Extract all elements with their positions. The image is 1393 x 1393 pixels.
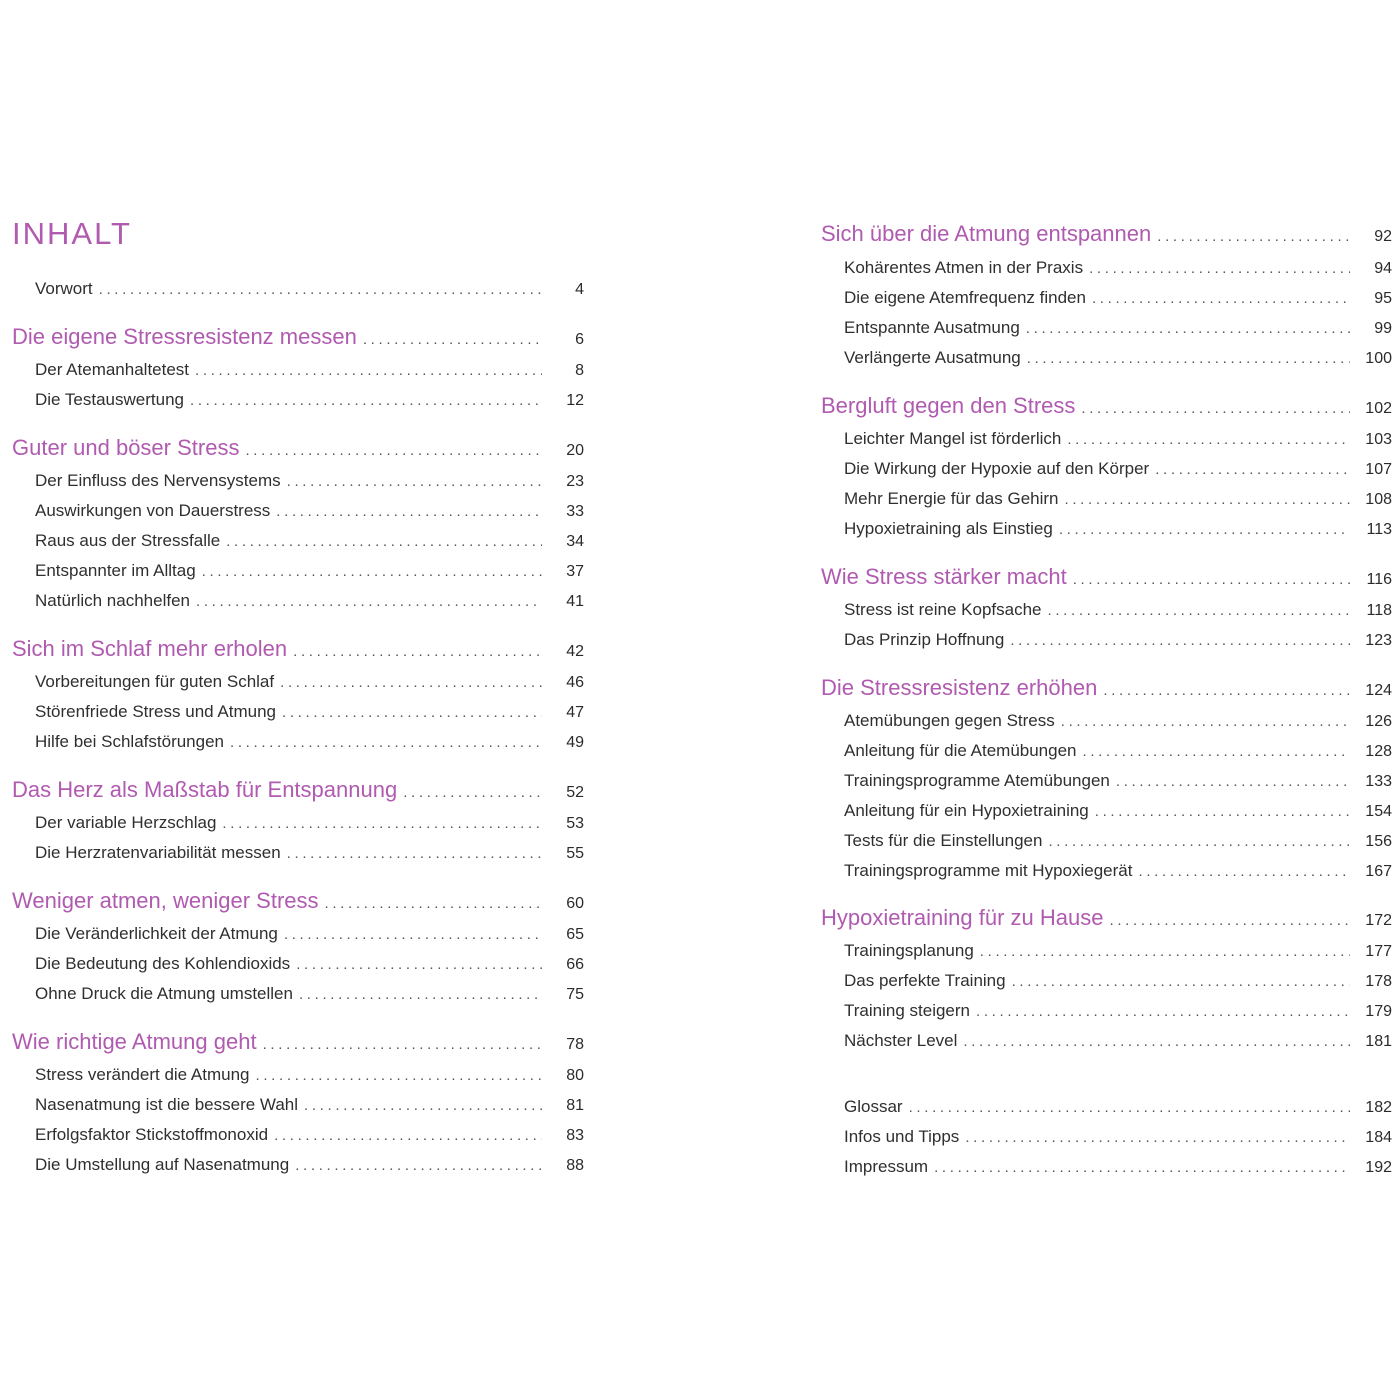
toc-page-number: 118 <box>1366 602 1392 619</box>
toc-leader-dots <box>1155 459 1350 481</box>
toc-entry-label: Sich über die Atmung entspannen <box>821 221 1152 246</box>
toc-entry-label: Infos und Tipps <box>844 1127 960 1146</box>
toc-entry-label: Natürlich nachhelfen <box>35 591 190 610</box>
toc-entry-label: Verlängerte Ausatmung <box>844 348 1021 367</box>
toc-entry-label: Impressum <box>844 1157 929 1176</box>
toc-leader-dots <box>1138 861 1350 883</box>
toc-entry-label: Vorwort <box>35 279 93 298</box>
toc-page-number: 42 <box>566 643 584 660</box>
toc-entry-extra[interactable] <box>844 1126 1392 1149</box>
toc-entry-label: Anleitung für die Atemübungen <box>844 741 1077 760</box>
toc-page-number: 103 <box>1365 431 1392 448</box>
toc-entry-label: Der Einfluss des Nervensystems <box>35 471 281 490</box>
toc-entry-label: Die Wirkung der Hypoxie auf den Körper <box>844 459 1150 478</box>
toc-page-number: 107 <box>1365 461 1392 478</box>
toc-leader-dots <box>1095 801 1350 823</box>
toc-page-number: 6 <box>575 331 584 348</box>
toc-page-number: 123 <box>1365 632 1392 649</box>
toc-leader-dots <box>963 1031 1350 1053</box>
toc-leader-dots <box>1157 223 1350 251</box>
toc-page-number: 178 <box>1365 973 1392 990</box>
toc-leader-dots <box>1061 711 1350 733</box>
toc-leader-dots <box>1073 566 1350 594</box>
toc-entry-label: Störenfriede Stress und Atmung <box>35 702 276 721</box>
toc-entry-section[interactable] <box>844 1000 1392 1023</box>
toc-page-number: 181 <box>1365 1033 1392 1050</box>
toc-entry-label: Der variable Herzschlag <box>35 813 217 832</box>
toc-page-number: 8 <box>575 362 584 379</box>
toc-page-number: 156 <box>1365 833 1392 850</box>
toc-page-number: 126 <box>1365 713 1392 730</box>
toc-entry-label: Die Testauswertung <box>35 390 184 409</box>
toc-entry-section[interactable] <box>844 287 1392 310</box>
toc-entry-section[interactable] <box>844 860 1392 883</box>
toc-entry-label: Hilfe bei Schlafstörungen <box>35 732 225 751</box>
toc-page-number: 23 <box>566 473 584 490</box>
toc-page-number: 179 <box>1365 1003 1392 1020</box>
toc-page-number: 100 <box>1365 350 1392 367</box>
toc-page-number: 88 <box>566 1157 584 1174</box>
toc-page-number: 192 <box>1365 1159 1392 1176</box>
toc-entry-section[interactable] <box>844 710 1392 733</box>
toc-entry-label: Nasenatmung ist die bessere Wahl <box>35 1095 299 1114</box>
toc-page-number: 80 <box>566 1067 584 1084</box>
toc-entry-section[interactable] <box>844 488 1392 511</box>
toc-leader-dots <box>1065 489 1351 511</box>
toc-entry-section[interactable] <box>844 940 1392 963</box>
toc-entry-chapter[interactable] <box>821 674 1392 705</box>
toc-leader-dots <box>1010 630 1350 652</box>
toc-leader-dots <box>1081 395 1350 423</box>
toc-leader-dots <box>976 1001 1350 1023</box>
toc-entry-label: Atemübungen gegen Stress <box>844 711 1055 730</box>
toc-leader-dots <box>1048 831 1350 853</box>
toc-entry-section[interactable] <box>844 458 1392 481</box>
toc-entry-label: Auswirkungen von Dauerstress <box>35 501 271 520</box>
toc-entry-label: Trainingsprogramme mit Hypoxiegerät <box>844 861 1133 880</box>
toc-page-number: 182 <box>1365 1099 1392 1116</box>
toc-page-number: 47 <box>566 704 584 721</box>
toc-entry-section[interactable] <box>844 518 1392 541</box>
toc-entry-label: Wie Stress stärker macht <box>821 564 1067 589</box>
toc-entry-label: Das perfekte Training <box>844 971 1006 990</box>
toc-leader-dots <box>934 1157 1350 1179</box>
toc-leader-dots <box>1059 519 1350 541</box>
toc-page-number: 37 <box>566 563 584 580</box>
toc-page-number: 52 <box>566 784 584 801</box>
toc-entry-section[interactable] <box>844 317 1392 340</box>
toc-entry-label: Guter und böser Stress <box>12 435 240 460</box>
toc-entry-label: Kohärentes Atmen in der Praxis <box>844 258 1084 277</box>
toc-entry-section[interactable] <box>844 428 1392 451</box>
toc-page-number: 81 <box>566 1097 584 1114</box>
toc-page-number: 184 <box>1365 1129 1392 1146</box>
toc-page-number: 75 <box>566 986 584 1003</box>
toc-leader-dots <box>1083 741 1350 763</box>
toc-leader-dots <box>1103 677 1350 705</box>
toc-entry-label: Training steigern <box>844 1001 970 1020</box>
toc-leader-dots <box>1012 971 1350 993</box>
toc-entry-section[interactable] <box>844 770 1392 793</box>
toc-entry-label: Der Atemanhaltetest <box>35 360 190 379</box>
toc-page-number: 167 <box>1365 863 1392 880</box>
toc-entry-label: Das Prinzip Hoffnung <box>844 630 1005 649</box>
toc-page-number: 4 <box>575 281 584 298</box>
toc-page-number: 33 <box>566 503 584 520</box>
toc-entry-label: Die Umstellung auf Nasenatmung <box>35 1155 290 1174</box>
toc-page-number: 46 <box>566 674 584 691</box>
toc-leader-dots <box>1026 318 1350 340</box>
toc-entry-section[interactable] <box>844 599 1392 622</box>
toc-entry-label: Leichter Mangel ist förderlich <box>844 429 1062 448</box>
toc-entry-section[interactable] <box>844 629 1392 652</box>
toc-page-number: 83 <box>566 1127 584 1144</box>
toc-leader-dots <box>1089 258 1350 280</box>
toc-page-number: 113 <box>1366 521 1392 538</box>
toc-page-number: 133 <box>1365 773 1392 790</box>
toc-entry-label: Mehr Energie für das Gehirn <box>844 489 1059 508</box>
toc-page-number: 55 <box>566 845 584 862</box>
toc-entry-label: Sich im Schlaf mehr erholen <box>12 636 288 661</box>
toc-entry-label: Die eigene Atemfrequenz finden <box>844 288 1086 307</box>
toc-entry-chapter[interactable] <box>821 220 1392 251</box>
toc-page-number: 99 <box>1374 320 1392 337</box>
toc-entry-label: Entspannte Ausatmung <box>844 318 1020 337</box>
toc-entry-label: Entspannter im Alltag <box>35 561 196 580</box>
toc-entry-section[interactable] <box>844 830 1392 853</box>
toc-page-number: 41 <box>566 593 584 610</box>
toc-page-number: 20 <box>566 442 584 459</box>
toc-entry-label: Tests für die Einstellungen <box>844 831 1043 850</box>
toc-entry-label: Die Stressresistenz erhöhen <box>821 675 1098 700</box>
toc-entry-label: Stress verändert die Atmung <box>35 1065 250 1084</box>
toc-page-number: 128 <box>1365 743 1392 760</box>
toc-entry-section[interactable] <box>844 257 1392 280</box>
toc-entry-extra[interactable] <box>844 1096 1392 1119</box>
toc-entry-label: Bergluft gegen den Stress <box>821 393 1076 418</box>
toc-page-number: 124 <box>1365 682 1392 699</box>
toc-entry-label: Die eigene Stressresistenz messen <box>12 324 357 349</box>
toc-entry-label: Stress ist reine Kopfsache <box>844 600 1042 619</box>
toc-page-number: 49 <box>566 734 584 751</box>
toc-page-number: 94 <box>1374 260 1392 277</box>
toc-entry-label: Die Herzratenvariabilität messen <box>35 843 281 862</box>
toc-page-number: 78 <box>566 1036 584 1053</box>
toc-entry-label: Nächster Level <box>844 1031 958 1050</box>
toc-page-number: 65 <box>566 926 584 943</box>
toc-entry-chapter[interactable] <box>821 904 1392 935</box>
toc-page-number: 66 <box>566 956 584 973</box>
toc-entry-label: Anleitung für ein Hypoxietraining <box>844 801 1089 820</box>
toc-entry-label: Das Herz als Maßstab für Entspannung <box>12 777 398 802</box>
toc-page-number: 172 <box>1365 912 1392 929</box>
toc-entry-section[interactable] <box>844 800 1392 823</box>
toc-entry-section[interactable] <box>844 347 1392 370</box>
toc-entry-label: Die Bedeutung des Kohlendioxids <box>35 954 291 973</box>
toc-entry-label: Wie richtige Atmung geht <box>12 1029 257 1054</box>
toc-leader-dots <box>1067 429 1350 451</box>
toc-entry-section[interactable] <box>844 970 1392 993</box>
toc-leader-dots <box>1109 907 1350 935</box>
toc-entry-label: Die Veränderlichkeit der Atmung <box>35 924 278 943</box>
toc-entry-label: Ohne Druck die Atmung umstellen <box>35 984 293 1003</box>
toc-page-number: 154 <box>1365 803 1392 820</box>
toc-entry-section[interactable] <box>844 740 1392 763</box>
toc-entry-extra[interactable] <box>844 1156 1392 1179</box>
toc-leader-dots <box>980 941 1350 963</box>
toc-leader-dots <box>1116 771 1350 793</box>
toc-leader-dots <box>1047 600 1350 622</box>
toc-entry-label: Glossar <box>844 1097 903 1116</box>
toc-leader-dots <box>1027 348 1350 370</box>
toc-page-number: 60 <box>566 895 584 912</box>
toc-page-number: 95 <box>1374 290 1392 307</box>
toc-page-number: 92 <box>1374 228 1392 245</box>
toc-entry-label: Hypoxietraining für zu Hause <box>821 905 1104 930</box>
toc-entry-label: Raus aus der Stressfalle <box>35 531 221 550</box>
toc-leader-dots <box>909 1097 1350 1119</box>
toc-entry-chapter[interactable] <box>821 392 1392 423</box>
toc-page-number: 102 <box>1365 400 1392 417</box>
toc-page-number: 108 <box>1365 491 1392 508</box>
toc-page-number: 53 <box>566 815 584 832</box>
toc-entry-label: Hypoxietraining als Einstieg <box>844 519 1053 538</box>
toc-title: INHALT <box>12 216 132 251</box>
toc-entry-label: Weniger atmen, weniger Stress <box>12 888 319 913</box>
toc-page-number: 177 <box>1365 943 1392 960</box>
toc-entry-label: Erfolgsfaktor Stickstoffmonoxid <box>35 1125 269 1144</box>
toc-entry-chapter[interactable] <box>821 563 1392 594</box>
toc-page-number: 116 <box>1366 571 1392 588</box>
toc-page-number: 34 <box>566 533 584 550</box>
toc-entry-label: Trainingsplanung <box>844 941 974 960</box>
toc-entry-label: Trainingsprogramme Atemübungen <box>844 771 1110 790</box>
toc-page-number: 12 <box>566 392 584 409</box>
toc-leader-dots <box>965 1127 1350 1149</box>
toc-entry-section[interactable] <box>844 1030 1392 1053</box>
toc-entry-label: Vorbereitungen für guten Schlaf <box>35 672 275 691</box>
toc-leader-dots <box>1092 288 1350 310</box>
